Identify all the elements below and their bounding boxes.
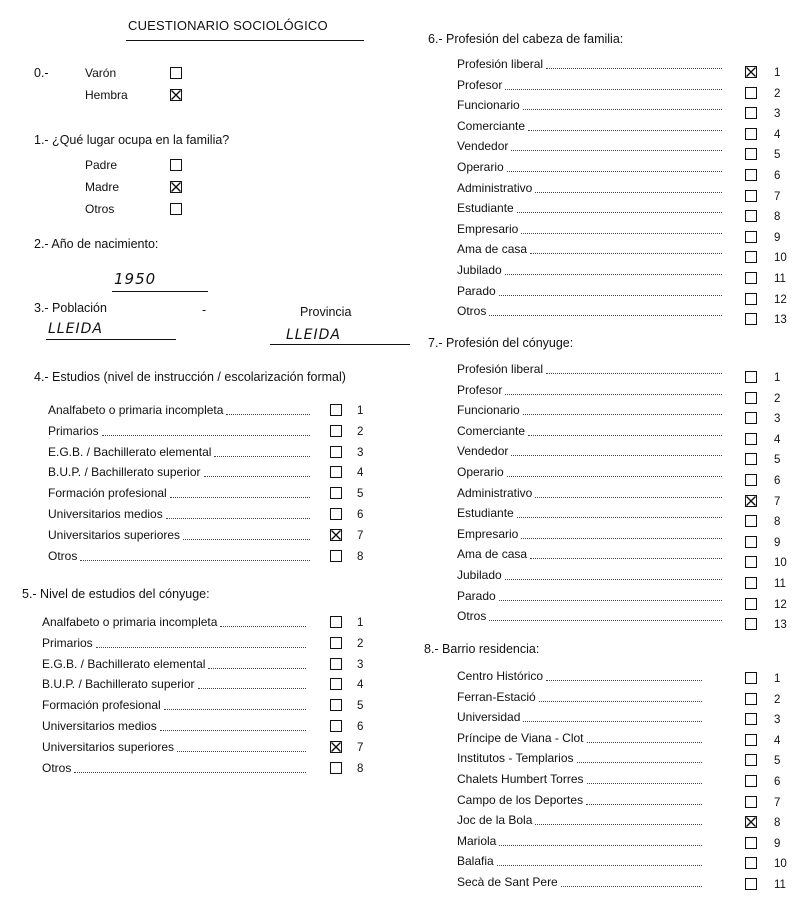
q7-option-label: Ama de casa [457, 547, 528, 562]
q4-option-checkbox[interactable] [330, 466, 342, 478]
q7-option-label: Operario [457, 465, 504, 479]
q7-leader-dots [521, 538, 722, 539]
q8-option-label: Balafia [457, 854, 494, 869]
q6-leader-dots [489, 315, 722, 316]
q4-leader-dots [226, 414, 310, 415]
q0-option-checkbox[interactable] [170, 89, 182, 101]
q8-leader-dots [561, 886, 702, 887]
q8-leader-dots [497, 865, 702, 866]
q6-option-code: 2 [774, 87, 781, 100]
q5-option-label: Formación profesional [42, 698, 161, 713]
q6-option-label: Profesor [457, 77, 503, 92]
q6-option-label: Comerciante [457, 118, 526, 133]
q4-leader-dots [80, 560, 310, 561]
q4-option-label: Otros [48, 548, 78, 563]
q6-option-code: 10 [774, 252, 787, 265]
q5-option-label: Primarios [42, 635, 93, 650]
q8-option-code: 2 [774, 693, 781, 706]
q7-leader-dots [528, 435, 722, 436]
q6-option-code: 13 [774, 314, 787, 327]
q6-option-label: Jubilado [457, 263, 502, 277]
q8-leader-dots [499, 845, 702, 846]
q5-option-code: 6 [357, 721, 364, 733]
q6-option-checkbox[interactable] [745, 231, 757, 243]
q8-option-checkbox[interactable] [745, 693, 757, 705]
q7-leader-dots [489, 620, 722, 621]
q7-option-label: Jubilado [457, 568, 502, 582]
q4-question: 4.- Estudios (nivel de instrucción / escolarización formal) [34, 370, 346, 384]
q1-option-checkbox[interactable] [170, 203, 182, 215]
q5-option-code: 7 [357, 741, 364, 754]
q0-option-label: Varón [85, 66, 117, 80]
q5-option-label: Analfabeto o primaria incompleta [42, 615, 218, 629]
q6-leader-dots [511, 150, 722, 151]
q6-option-label: Administrativo [457, 180, 533, 195]
q6-option-label: Otros [457, 304, 487, 319]
q7-option-label: Administrativo [457, 485, 533, 500]
q8-option-code: 11 [774, 879, 786, 891]
q7-option-label: Profesión liberal [457, 362, 544, 376]
q4-option-code: 7 [357, 529, 364, 542]
q8-option-checkbox[interactable] [745, 816, 757, 828]
q5-option-code: 2 [357, 637, 364, 650]
q5-leader-dots [208, 668, 306, 669]
q6-option-checkbox[interactable] [745, 210, 757, 222]
q6-option-code: 7 [774, 190, 781, 203]
q6-option-checkbox[interactable] [745, 169, 757, 181]
q7-leader-dots [517, 517, 722, 518]
birth-year-answer[interactable]: 1950 [114, 270, 157, 288]
q7-leader-dots [507, 476, 722, 477]
q8-option-checkbox[interactable] [745, 837, 757, 849]
q8-option-checkbox[interactable] [745, 734, 757, 746]
q7-option-code: 7 [774, 495, 781, 508]
q7-leader-dots [505, 394, 722, 395]
q7-option-label: Vendedor [457, 444, 509, 459]
q5-option-code: 1 [357, 617, 364, 629]
checkmark-x-icon [171, 182, 181, 192]
q5-option-label: Otros [42, 760, 72, 775]
q4-option-code: 4 [357, 467, 364, 480]
q8-option-code: 3 [774, 714, 781, 727]
q7-option-code: 1 [774, 372, 781, 384]
q6-option-checkbox[interactable] [745, 251, 757, 263]
q6-option-checkbox[interactable] [745, 293, 757, 305]
q6-option-checkbox[interactable] [745, 66, 757, 78]
q8-leader-dots [523, 721, 702, 722]
q4-option-checkbox[interactable] [330, 425, 342, 437]
q6-option-code: 5 [774, 149, 781, 162]
q5-option-checkbox[interactable] [330, 637, 342, 649]
q7-leader-dots [535, 497, 722, 498]
q8-option-label: Chalets Humbert Torres [457, 772, 584, 786]
checkmark-x-icon [331, 530, 341, 540]
q8-option-checkbox[interactable] [745, 754, 757, 766]
q1-option-label: Otros [85, 202, 115, 216]
q7-option-code: 3 [774, 413, 781, 426]
provincia-line [270, 344, 410, 345]
q7-leader-dots [546, 373, 722, 374]
q8-leader-dots [535, 824, 702, 825]
q8-question: 8.- Barrio residencia: [424, 642, 540, 656]
checkmark-x-icon [746, 496, 756, 506]
q7-option-checkbox[interactable] [745, 515, 757, 527]
q4-option-label: Universitarios superiores [48, 527, 181, 542]
q6-leader-dots [530, 253, 722, 254]
q7-option-label: Comerciante [457, 423, 526, 438]
q6-leader-dots [521, 233, 722, 234]
checkmark-x-icon [746, 67, 756, 77]
q4-leader-dots [166, 518, 310, 519]
q7-option-label: Estudiante [457, 506, 514, 521]
q6-option-label: Vendedor [457, 139, 509, 154]
q6-question: 6.- Profesión del cabeza de familia: [428, 32, 624, 46]
q5-option-code: 5 [357, 700, 364, 713]
q5-option-label: Universitarios superiores [42, 739, 175, 754]
q8-leader-dots [539, 701, 702, 702]
q5-leader-dots [220, 626, 306, 627]
checkmark-x-icon [331, 742, 341, 752]
q4-option-checkbox[interactable] [330, 529, 342, 541]
q5-option-checkbox[interactable] [330, 762, 342, 774]
q6-leader-dots [517, 212, 722, 213]
q0-number: 0.- [34, 66, 49, 80]
q7-option-code: 4 [774, 433, 781, 446]
q6-leader-dots [499, 295, 722, 296]
q4-option-code: 8 [357, 550, 364, 563]
checkmark-x-icon [171, 90, 181, 100]
q5-option-label: E.G.B. / Bachillerato elemental [42, 656, 206, 671]
q5-option-checkbox[interactable] [330, 741, 342, 753]
q6-option-code: 3 [774, 108, 781, 121]
q5-option-checkbox[interactable] [330, 678, 342, 690]
q7-leader-dots [499, 600, 722, 601]
q6-leader-dots [505, 89, 722, 90]
q5-leader-dots [74, 772, 306, 773]
q8-option-label: Príncipe de Viana - Clot [457, 730, 584, 745]
q8-leader-dots [587, 783, 703, 784]
poblacion-answer[interactable]: LLEIDA [48, 321, 103, 337]
q7-option-label: Parado [457, 588, 496, 603]
q6-option-label: Parado [457, 283, 496, 298]
form-title: CUESTIONARIO SOCIOLÓGICO [128, 18, 328, 33]
q7-option-label: Funcionario [457, 403, 520, 418]
q6-option-checkbox[interactable] [745, 148, 757, 160]
q6-option-checkbox[interactable] [745, 87, 757, 99]
q7-option-checkbox[interactable] [745, 618, 757, 630]
q7-leader-dots [511, 455, 722, 456]
q7-option-code: 12 [774, 598, 787, 611]
q8-option-label: Joc de la Bola [457, 813, 533, 828]
q4-option-code: 6 [357, 509, 364, 521]
q5-option-code: 8 [357, 762, 364, 775]
q5-option-label: Universitarios medios [42, 719, 157, 733]
q8-leader-dots [587, 742, 702, 743]
q6-option-label: Profesión liberal [457, 57, 544, 71]
q6-option-code: 9 [774, 231, 781, 244]
q7-option-code: 8 [774, 516, 781, 529]
q8-option-checkbox[interactable] [745, 857, 757, 869]
title-underline [126, 40, 364, 41]
q8-option-code: 5 [774, 755, 781, 768]
q8-option-label: Secà de Sant Pere [457, 875, 558, 889]
q4-option-label: Analfabeto o primaria incompleta [48, 403, 224, 417]
q4-option-checkbox[interactable] [330, 404, 342, 416]
q6-option-code: 4 [774, 128, 781, 141]
q5-leader-dots [160, 730, 306, 731]
q6-leader-dots [535, 192, 722, 193]
q8-option-checkbox[interactable] [745, 796, 757, 808]
q6-leader-dots [546, 68, 722, 69]
q4-leader-dots [102, 435, 310, 436]
q5-leader-dots [177, 751, 306, 752]
q6-leader-dots [505, 274, 722, 275]
q8-option-checkbox[interactable] [745, 775, 757, 787]
q8-option-checkbox[interactable] [745, 878, 757, 890]
q7-option-checkbox[interactable] [745, 598, 757, 610]
q4-option-checkbox[interactable] [330, 487, 342, 499]
q4-leader-dots [170, 497, 310, 498]
q6-leader-dots [528, 130, 722, 131]
q8-option-code: 4 [774, 734, 781, 747]
q6-leader-dots [507, 171, 722, 172]
q6-option-code: 12 [774, 293, 787, 306]
q1-option-checkbox[interactable] [170, 159, 182, 171]
q8-option-code: 1 [774, 673, 781, 685]
q7-option-code: 10 [774, 557, 787, 570]
q4-leader-dots [183, 539, 310, 540]
q7-option-checkbox[interactable] [745, 474, 757, 486]
q8-option-label: Ferran-Estació [457, 689, 536, 704]
q4-option-checkbox[interactable] [330, 508, 342, 520]
q8-option-code: 10 [774, 858, 787, 871]
q6-option-checkbox[interactable] [745, 313, 757, 325]
q4-option-label: Primarios [48, 423, 99, 438]
q7-option-code: 13 [774, 619, 787, 632]
q6-option-code: 6 [774, 170, 781, 182]
q6-option-label: Operario [457, 160, 504, 174]
q4-option-code: 5 [357, 488, 364, 501]
q4-leader-dots [214, 456, 310, 457]
q7-option-checkbox[interactable] [745, 433, 757, 445]
q7-option-checkbox[interactable] [745, 453, 757, 465]
q8-option-code: 8 [774, 817, 781, 830]
q6-option-checkbox[interactable] [745, 107, 757, 119]
q7-option-checkbox[interactable] [745, 536, 757, 548]
q7-option-code: 11 [774, 578, 786, 590]
q1-option-label: Madre [85, 180, 120, 194]
q0-option-checkbox[interactable] [170, 67, 182, 79]
q6-option-code: 11 [774, 273, 786, 285]
q6-option-label: Estudiante [457, 201, 514, 216]
checkmark-x-icon [746, 817, 756, 827]
q7-option-code: 2 [774, 392, 781, 405]
q7-leader-dots [505, 579, 722, 580]
q0-option-label: Hembra [85, 88, 128, 102]
q5-option-checkbox[interactable] [330, 658, 342, 670]
q8-option-checkbox[interactable] [745, 672, 757, 684]
q4-option-code: 2 [357, 425, 364, 438]
q5-option-label: B.U.P. / Bachillerato superior [42, 677, 195, 692]
q1-option-checkbox[interactable] [170, 181, 182, 193]
q3-poblacion-label: 3.- Población [34, 301, 107, 315]
q7-question: 7.- Profesión del cónyuge: [428, 336, 574, 350]
q6-option-label: Funcionario [457, 98, 520, 113]
q4-option-label: Universitarios medios [48, 507, 163, 521]
q4-option-label: Formación profesional [48, 486, 167, 501]
q8-option-label: Campo de los Deportes [457, 792, 584, 807]
q7-leader-dots [523, 414, 722, 415]
q6-option-checkbox[interactable] [745, 190, 757, 202]
q7-option-label: Profesor [457, 382, 503, 397]
q7-option-code: 9 [774, 536, 781, 549]
q4-option-checkbox[interactable] [330, 446, 342, 458]
birth-year-line [112, 291, 208, 292]
q8-option-label: Centro Histórico [457, 669, 544, 683]
q4-leader-dots [204, 476, 310, 477]
q8-leader-dots [586, 804, 702, 805]
q7-option-checkbox[interactable] [745, 495, 757, 507]
q8-leader-dots [577, 762, 703, 763]
q4-option-code: 1 [357, 405, 364, 417]
q6-option-code: 1 [774, 67, 781, 79]
q6-option-checkbox[interactable] [745, 128, 757, 140]
q5-option-checkbox[interactable] [330, 720, 342, 732]
q8-leader-dots [546, 680, 702, 681]
q6-option-checkbox[interactable] [745, 272, 757, 284]
q5-leader-dots [198, 688, 306, 689]
q8-option-label: Universidad [457, 710, 521, 725]
q7-leader-dots [530, 558, 722, 559]
q7-option-code: 6 [774, 475, 781, 487]
q7-option-code: 5 [774, 454, 781, 467]
q6-option-code: 8 [774, 211, 781, 224]
poblacion-line [46, 339, 176, 340]
q5-leader-dots [164, 709, 306, 710]
q5-option-code: 3 [357, 658, 364, 671]
q8-option-label: Institutos - Templarios [457, 751, 574, 766]
q7-option-label: Otros [457, 609, 487, 624]
q7-option-checkbox[interactable] [745, 392, 757, 404]
q1-option-label: Padre [85, 158, 118, 172]
q6-option-label: Ama de casa [457, 242, 528, 257]
q7-option-checkbox[interactable] [745, 577, 757, 589]
q7-option-label: Empresario [457, 526, 519, 541]
q7-option-checkbox[interactable] [745, 556, 757, 568]
q8-option-code: 7 [774, 796, 781, 809]
q8-option-code: 9 [774, 837, 781, 850]
q7-option-checkbox[interactable] [745, 371, 757, 383]
q8-option-code: 6 [774, 776, 781, 788]
q1-question: 1.- ¿Qué lugar ocupa en la familia? [34, 133, 230, 147]
q4-option-label: B.U.P. / Bachillerato superior [48, 465, 201, 480]
q2-question: 2.- Año de nacimiento: [34, 237, 159, 251]
q8-option-checkbox[interactable] [745, 713, 757, 725]
q5-leader-dots [96, 647, 306, 648]
q4-option-label: E.G.B. / Bachillerato elemental [48, 444, 212, 459]
q4-option-code: 3 [357, 446, 364, 459]
q5-option-checkbox[interactable] [330, 699, 342, 711]
q3-provincia-label: Provincia [300, 305, 352, 319]
q6-leader-dots [523, 109, 722, 110]
q5-question: 5.- Nivel de estudios del cónyuge: [22, 587, 210, 601]
q5-option-checkbox[interactable] [330, 616, 342, 628]
q3-dash: - [202, 303, 207, 317]
provincia-answer[interactable]: LLEIDA [286, 327, 341, 343]
q5-option-code: 4 [357, 679, 364, 692]
q8-option-label: Mariola [457, 833, 497, 848]
q7-option-checkbox[interactable] [745, 412, 757, 424]
q4-option-checkbox[interactable] [330, 550, 342, 562]
q6-option-label: Empresario [457, 221, 519, 236]
